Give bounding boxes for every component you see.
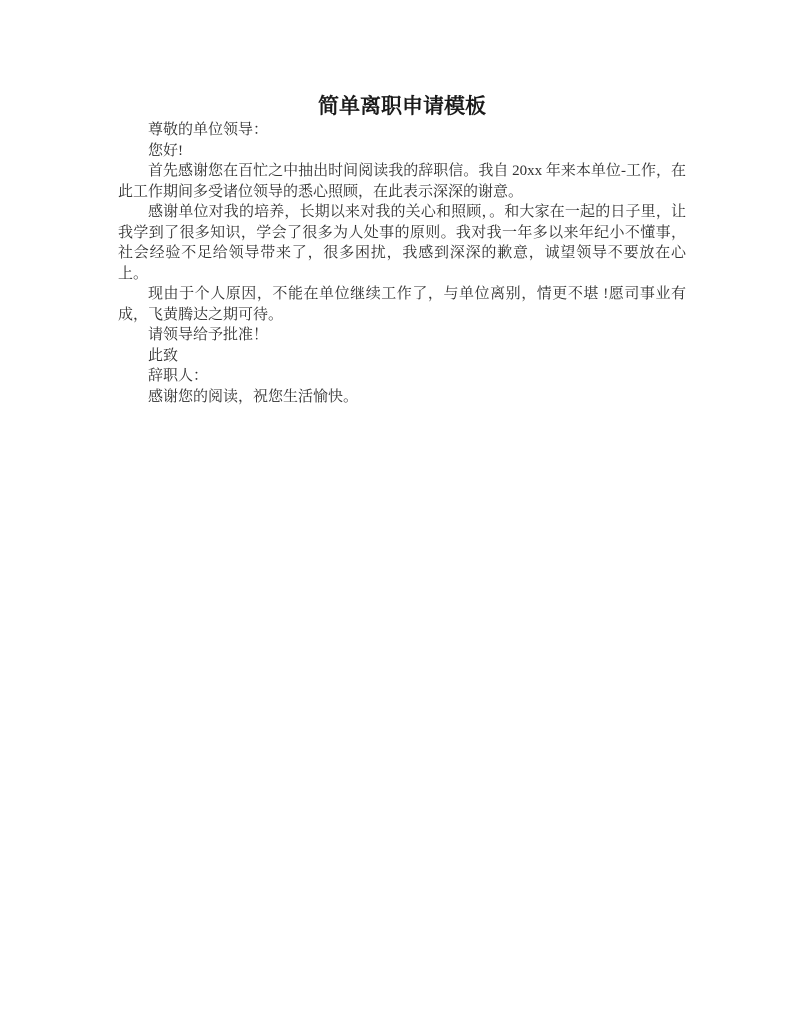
signer-label-line: 辞职人： [148, 368, 209, 384]
paragraph-thanks-for-reading: 首先感谢您在百忙之中抽出时间阅读我的辞职信。我自 20xx 年来本单位-工作，在此工作期间多受诸位领导的悉心照顾，在此表示深深的谢意。 [118, 163, 686, 200]
salutation-line: 尊敬的单位领导： [148, 122, 269, 138]
footer-note-line: 感谢您的阅读，祝您生活愉快。 [148, 388, 359, 405]
approval-request-line: 请领导给予批准！ [148, 327, 269, 343]
page-title: 简单离职申请模板 [318, 94, 486, 118]
closing-salute-line: 此致 [148, 347, 179, 364]
paragraph-gratitude-to-unit: 感谢单位对我的培养，长期以来对我的关心和照顾，。和大家在一起的日子里，让我学到了很多知识，学会了很多为人处事的原则。我对我一年多以来年纪小不懂事，社会经验不足给领导带来了，很多困扰，我感到深深的歉意，诚望领导不要放在心上。 [118, 204, 686, 282]
paragraph-resignation-reason: 现由于个人原因，不能在单位继续工作了，与单位离别，情更不堪 !愿司事业有成，飞黄腾达之期可待。 [118, 286, 686, 323]
greeting-line: 您好! [148, 142, 183, 159]
